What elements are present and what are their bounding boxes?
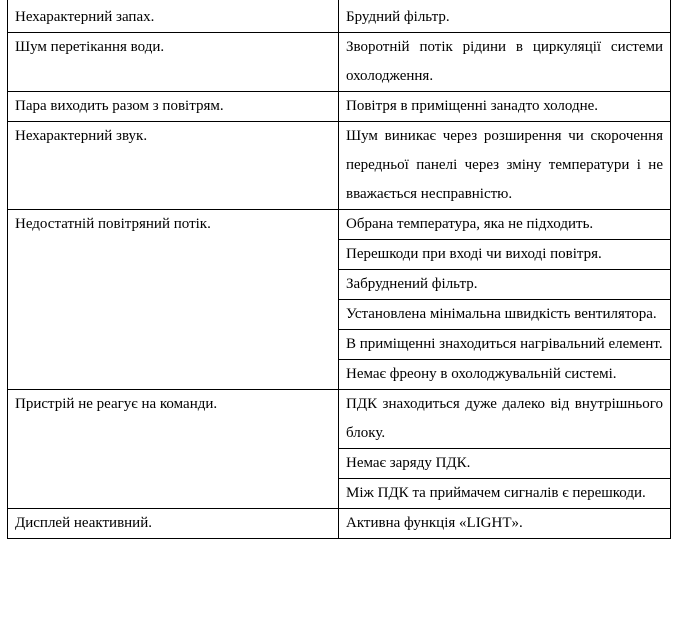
cause-cell: Забруднений фільтр. [339,270,671,300]
cause-cell: Зворотній потік рідини в циркуляції системи охолодження. [339,33,671,92]
table-row [8,509,671,539]
cause-cell: Немає фреону в охолоджувальній системі. [339,360,671,390]
problem-cell: Шум перетікання води. [8,33,339,92]
table-row [8,122,671,210]
troubleshooting-table [7,0,671,539]
cause-cell: ПДК знаходиться дуже далеко від внутрішнього блоку. [339,390,671,449]
table-row [8,210,671,240]
cause-cell: Обрана температура, яка не підходить. [339,210,671,240]
cause-cell: Немає заряду ПДК. [339,449,671,479]
problem-cell: Недостатній повітряний потік. [8,210,339,390]
problem-cell: Дисплей неактивний. [8,509,339,539]
cause-cell: Брудний фільтр. [339,0,671,33]
cause-cell: Перешкоди при вході чи виході повітря. [339,240,671,270]
troubleshooting-document [7,0,670,539]
table-row [8,33,671,92]
table-row [8,390,671,449]
cause-cell: В приміщенні знаходиться нагрівальний елемент. [339,330,671,360]
cause-cell: Між ПДК та приймачем сигналів є перешкоди. [339,479,671,509]
problem-cell: Пристрій не реагує на команди. [8,390,339,509]
cause-cell: Шум виникає через розширення чи скорочення передньої панелі через зміну температури і не вважається несправністю. [339,122,671,210]
problem-cell: Пара виходить разом з повітрям. [8,92,339,122]
cause-cell: Активна функція «LIGHT». [339,509,671,539]
problem-cell: Нехарактерний звук. [8,122,339,210]
problem-cell: Нехарактерний запах. [8,0,339,33]
cause-cell: Повітря в приміщенні занадто холодне. [339,92,671,122]
table-row [8,0,671,33]
cause-cell: Установлена мінімальна швидкість вентилятора. [339,300,671,330]
table-row [8,92,671,122]
